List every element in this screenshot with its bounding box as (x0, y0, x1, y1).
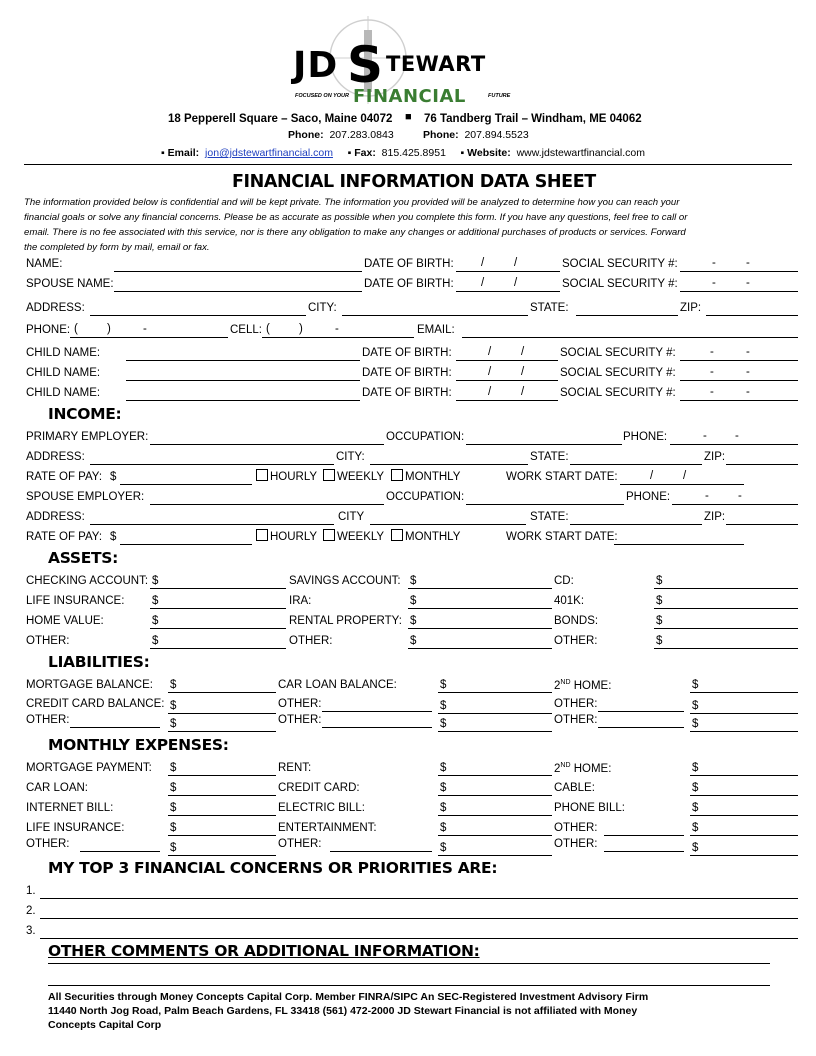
asset-field[interactable] (654, 608, 798, 609)
slash: / (514, 257, 518, 269)
dollar-sign: $ (170, 822, 177, 834)
spouse-dob-label: DATE OF BIRTH: (364, 278, 454, 290)
dollar-sign: $ (440, 822, 447, 834)
spouse-employer-city-field[interactable] (370, 524, 526, 525)
phone-label: PHONE: (26, 324, 71, 336)
asset-label: CHECKING ACCOUNT: (26, 575, 149, 587)
logo-s: S (347, 36, 384, 94)
child-name-field[interactable] (126, 380, 360, 381)
car-loan-balance-field[interactable] (438, 692, 552, 693)
asset-field[interactable] (408, 648, 552, 649)
asset-field[interactable] (150, 608, 286, 609)
asset-label: OTHER: (554, 635, 598, 647)
dollar-sign: $ (656, 615, 663, 627)
dollar-sign: $ (170, 718, 177, 730)
dollar-sign: $ (152, 615, 159, 627)
expense-field[interactable] (438, 855, 552, 856)
liability-other-label: OTHER: (554, 714, 598, 726)
liability-other-field[interactable] (690, 713, 798, 714)
primary-employer-field[interactable] (150, 444, 384, 445)
comments-heading: OTHER COMMENTS OR ADDITIONAL INFORMATION: (48, 942, 480, 960)
cell-field[interactable] (262, 337, 414, 338)
dash: - (143, 323, 147, 335)
child-ssn-label: SOCIAL SECURITY #: (560, 347, 676, 359)
employer-phone-field[interactable] (670, 444, 798, 445)
dash: - (746, 257, 750, 269)
monthly-checkbox[interactable] (391, 529, 403, 541)
asset-field[interactable] (654, 628, 798, 629)
dollar-sign: $ (410, 595, 417, 607)
mortgage-balance-label: MORTGAGE BALANCE: (26, 679, 153, 691)
spouse-rate-of-pay-field[interactable] (120, 544, 252, 545)
company-logo (290, 12, 530, 110)
dash: - (710, 346, 714, 358)
income-heading: INCOME: (48, 405, 122, 423)
spouse-employer-zip-label: ZIP: (704, 511, 726, 523)
child-name-label: CHILD NAME: (26, 387, 101, 399)
monthly-option[interactable]: MONTHLY (391, 469, 460, 483)
footer-rule (48, 985, 770, 986)
dollar-sign: $ (440, 679, 447, 691)
child-name-label: CHILD NAME: (26, 367, 101, 379)
spouse-phone-label: PHONE: (626, 491, 671, 503)
expense-label: PHONE BILL: (554, 802, 625, 814)
slash: / (650, 470, 654, 482)
dollar-sign: $ (440, 842, 447, 854)
expense-label: ENTERTAINMENT: (278, 822, 377, 834)
logo-tewart: TEWART (386, 52, 486, 76)
dollar-sign: $ (692, 822, 699, 834)
dollar-sign: $ (440, 700, 447, 712)
dollar-sign: $ (110, 531, 117, 543)
dollar-sign: $ (152, 595, 159, 607)
dollar-sign: $ (692, 782, 699, 794)
dob-field[interactable] (456, 271, 560, 272)
concern-field-2[interactable] (40, 918, 798, 919)
asset-label: CD: (554, 575, 574, 587)
concern-number: 3. (26, 925, 36, 937)
hourly-option[interactable]: HOURLY (256, 469, 317, 483)
concern-number: 2. (26, 905, 36, 917)
expense-other-name-field[interactable] (330, 851, 432, 852)
dollar-sign: $ (440, 718, 447, 730)
expense-field[interactable] (438, 835, 552, 836)
dollar-sign: $ (692, 679, 699, 691)
zip-label: ZIP: (680, 302, 702, 314)
spouse-work-start-label: WORK START DATE: (506, 531, 618, 543)
dollar-sign: $ (692, 718, 699, 730)
expense-field[interactable] (168, 815, 276, 816)
spouse-name-field[interactable] (114, 291, 362, 292)
liability-other-label: OTHER: (26, 714, 70, 726)
liability-other-field[interactable] (168, 731, 276, 732)
address-saco: 18 Pepperell Square – Saco, Maine 04072 (168, 113, 393, 125)
liability-other-name-field[interactable] (70, 727, 160, 728)
expense-label: RENT: (278, 762, 312, 774)
asset-field[interactable] (408, 608, 552, 609)
assets-heading: ASSETS: (48, 549, 119, 567)
child-dob-label: DATE OF BIRTH: (362, 387, 452, 399)
dob-label: DATE OF BIRTH: (364, 258, 454, 270)
dollar-sign: $ (170, 842, 177, 854)
city-field[interactable] (342, 315, 528, 316)
liability-other-name-field[interactable] (598, 711, 684, 712)
liabilities-heading: LIABILITIES: (48, 653, 150, 671)
expense-field[interactable] (690, 775, 798, 776)
dash: - (710, 366, 714, 378)
dash: - (335, 323, 339, 335)
expense-label: INTERNET BILL: (26, 802, 114, 814)
expense-label: OTHER: (278, 838, 322, 850)
expense-field[interactable] (438, 775, 552, 776)
occupation-field[interactable] (466, 444, 622, 445)
email-label: EMAIL: (417, 324, 455, 336)
dollar-sign: $ (110, 471, 117, 483)
concern-field-3[interactable] (40, 938, 798, 939)
car-loan-balance-label: CAR LOAN BALANCE: (278, 679, 397, 691)
spouse-name-label: SPOUSE NAME: (26, 278, 114, 290)
expense-field[interactable] (168, 795, 276, 796)
slash: / (521, 386, 525, 398)
employer-city-field[interactable] (370, 464, 528, 465)
dollar-sign: $ (656, 575, 663, 587)
expense-field[interactable] (168, 775, 276, 776)
work-start-label: WORK START DATE: (506, 471, 618, 483)
dollar-sign: $ (410, 635, 417, 647)
employer-phone-label: PHONE: (623, 431, 668, 443)
concern-number: 1. (26, 885, 36, 897)
header-rule (24, 164, 792, 165)
child-ssn-field[interactable] (680, 400, 798, 401)
spouse-weekly-option[interactable]: WEEKLY (323, 529, 384, 543)
child-dob-field[interactable] (456, 360, 558, 361)
dollar-sign: $ (170, 762, 177, 774)
dash: - (735, 430, 739, 442)
spouse-employer-field[interactable] (150, 504, 384, 505)
asset-field[interactable] (408, 628, 552, 629)
dash: - (746, 346, 750, 358)
dash: - (738, 490, 742, 502)
dollar-sign: $ (410, 575, 417, 587)
comments-field[interactable] (48, 963, 770, 964)
slash: / (488, 386, 492, 398)
dollar-sign: $ (170, 802, 177, 814)
dollar-sign: $ (440, 762, 447, 774)
dollar-sign: $ (170, 679, 177, 691)
monthly-checkbox[interactable] (391, 469, 403, 481)
phone-windham: Phone: 207.894.5523 (423, 129, 529, 141)
spouse-ssn-field[interactable] (680, 291, 798, 292)
spouse-ssn-label: SOCIAL SECURITY #: (562, 278, 678, 290)
asset-field[interactable] (150, 588, 286, 589)
child-dob-field[interactable] (456, 380, 558, 381)
child-ssn-label: SOCIAL SECURITY #: (560, 387, 676, 399)
dollar-sign: $ (656, 595, 663, 607)
mortgage-balance-field[interactable] (168, 692, 276, 693)
email-field[interactable] (462, 337, 798, 338)
expense-label: LIFE INSURANCE: (26, 822, 125, 834)
asset-field[interactable] (654, 648, 798, 649)
logo-tag-right: FUTURE (488, 93, 511, 99)
employer-state-field[interactable] (570, 464, 702, 465)
employer-zip-field[interactable] (726, 464, 798, 465)
ssn-label: SOCIAL SECURITY #: (562, 258, 678, 270)
child-name-field[interactable] (126, 360, 360, 361)
second-home-label: 2ND HOME: (554, 679, 612, 692)
city-label: CITY: (308, 302, 337, 314)
expense-label: CABLE: (554, 782, 595, 794)
spouse-occupation-label: OCCUPATION: (386, 491, 465, 503)
slash: / (481, 257, 485, 269)
asset-field[interactable] (150, 628, 286, 629)
child-ssn-field[interactable] (680, 360, 798, 361)
dollar-sign: $ (692, 762, 699, 774)
slash: / (521, 346, 525, 358)
dash: - (703, 430, 707, 442)
paren: ) (299, 323, 303, 335)
hourly-checkbox[interactable] (256, 469, 268, 481)
expense-field[interactable] (438, 795, 552, 796)
dash: - (746, 277, 750, 289)
employer-city-label: CITY: (336, 451, 365, 463)
expense-field[interactable] (690, 835, 798, 836)
concern-field-1[interactable] (40, 898, 798, 899)
expense-label: MORTGAGE PAYMENT: (26, 762, 152, 774)
weekly-checkbox[interactable] (323, 469, 335, 481)
liability-other-name-field[interactable] (322, 711, 432, 712)
expense-other-name-field[interactable] (604, 835, 684, 836)
email-link[interactable]: jon@jdstewartfinancial.com (205, 147, 333, 159)
cell-label: CELL: (230, 324, 262, 336)
name-label: NAME: (26, 258, 63, 270)
asset-field[interactable] (654, 588, 798, 589)
spouse-employer-zip-field[interactable] (726, 524, 798, 525)
paren: ( (74, 323, 78, 335)
expense-label: OTHER: (554, 838, 598, 850)
liability-other-field[interactable] (690, 731, 798, 732)
credit-card-balance-label: CREDIT CARD BALANCE: (26, 698, 165, 710)
expense-label: CREDIT CARD: (278, 782, 360, 794)
child-name-label: CHILD NAME: (26, 347, 101, 359)
logo-jd: JD (293, 45, 339, 86)
ssn-field[interactable] (680, 271, 798, 272)
dash: - (712, 277, 716, 289)
dollar-sign: $ (440, 782, 447, 794)
zip-field[interactable] (706, 315, 798, 316)
employer-state-label: STATE: (530, 451, 569, 463)
expense-field[interactable] (168, 855, 276, 856)
liability-other-field[interactable] (438, 713, 552, 714)
spouse-work-start-field[interactable] (614, 544, 744, 545)
expense-label: CAR LOAN: (26, 782, 88, 794)
spouse-occupation-field[interactable] (466, 504, 624, 505)
paren: ) (107, 323, 111, 335)
rate-of-pay-label: RATE OF PAY: (26, 471, 103, 483)
dash: - (705, 490, 709, 502)
occupation-label: OCCUPATION: (386, 431, 465, 443)
spouse-rate-of-pay-label: RATE OF PAY: (26, 531, 103, 543)
expense-other-name-field[interactable] (604, 851, 684, 852)
expense-label: OTHER: (554, 822, 598, 834)
dollar-sign: $ (656, 635, 663, 647)
weekly-checkbox[interactable] (323, 529, 335, 541)
footer-disclaimer: All Securities through Money Concepts Capital Corp. Member FINRA/SIPC An SEC-Registered Investment Advisory Firm 11440 North Jog Road, Palm Beach Gardens, FL 33418 (561) 472-2000 JD Stewart Financial is not affiliated with Money Concepts Capital Corp (48, 991, 649, 1031)
slash: / (521, 366, 525, 378)
slash: / (488, 366, 492, 378)
dash: - (746, 386, 750, 398)
intro-paragraph: The information provided below is confidential and will be kept private. The information you provided will be analyzed to determine how you can reach your financial goals or solve any financial concerns. Please be as accurate as possible when you complete this form. If you have any questions, feel free to call or email. There is no fee associated with this service, nor is there any obligation to make any changes or additional purchases of products or services. Forward the completed by form by mail, email or fax. (24, 197, 688, 253)
dash: - (712, 257, 716, 269)
spouse-phone-field[interactable] (672, 504, 798, 505)
dash: - (746, 366, 750, 378)
address-windham: 76 Tandberg Trail – Windham, ME 04062 (424, 113, 642, 125)
expense-field[interactable] (690, 815, 798, 816)
hourly-checkbox[interactable] (256, 529, 268, 541)
slash: / (683, 470, 687, 482)
address-label: ADDRESS: (26, 302, 85, 314)
second-home-field[interactable] (690, 692, 798, 693)
expense-other-name-field[interactable] (80, 851, 160, 852)
child-ssn-field[interactable] (680, 380, 798, 381)
state-field[interactable] (576, 315, 678, 316)
spouse-employer-state-field[interactable] (570, 524, 702, 525)
liability-other-name-field[interactable] (598, 727, 684, 728)
expense-label: ELECTRIC BILL: (278, 802, 365, 814)
asset-label: RENTAL PROPERTY: (289, 615, 402, 627)
logo-financial: FINANCIAL (353, 86, 466, 107)
asset-label: 401K: (554, 595, 585, 607)
asset-label: OTHER: (26, 635, 70, 647)
spouse-employer-state-label: STATE: (530, 511, 569, 523)
expense-field[interactable] (690, 855, 798, 856)
employer-address-field[interactable] (90, 464, 334, 465)
phone-field[interactable] (70, 337, 228, 338)
liability-other-label: OTHER: (554, 698, 598, 710)
contact-line: ▪ Email: jon@jdstewartfinancial.com ▪ Fax: 815.425.8951 ▪ Website: www.jdstewartfinancial.com (161, 147, 645, 159)
dollar-sign: $ (692, 802, 699, 814)
child-dob-field[interactable] (456, 400, 558, 401)
dollar-sign: $ (440, 802, 447, 814)
liability-other-name-field[interactable] (322, 727, 432, 728)
child-dob-label: DATE OF BIRTH: (362, 347, 452, 359)
employer-address-label: ADDRESS: (26, 451, 85, 463)
child-ssn-label: SOCIAL SECURITY #: (560, 367, 676, 379)
child-dob-label: DATE OF BIRTH: (362, 367, 452, 379)
slash: / (514, 277, 518, 289)
expense-field[interactable] (168, 835, 276, 836)
spouse-hourly-option[interactable]: HOURLY (256, 529, 317, 543)
asset-field[interactable] (408, 588, 552, 589)
expense-second-home-label: 2ND HOME: (554, 762, 612, 775)
paren: ( (266, 323, 270, 335)
dollar-sign: $ (152, 635, 159, 647)
liability-other-label: OTHER: (278, 698, 322, 710)
credit-card-balance-field[interactable] (168, 713, 276, 714)
page-title: FINANCIAL INFORMATION DATA SHEET (232, 172, 596, 192)
expense-field[interactable] (690, 795, 798, 796)
spouse-dob-field[interactable] (456, 291, 560, 292)
dollar-sign: $ (692, 700, 699, 712)
spouse-employer-address-label: ADDRESS: (26, 511, 85, 523)
dollar-sign: $ (410, 615, 417, 627)
asset-label: BONDS: (554, 615, 599, 627)
monthly-expenses-heading: MONTHLY EXPENSES: (48, 736, 229, 754)
weekly-option[interactable]: WEEKLY (323, 469, 384, 483)
dollar-sign: $ (170, 782, 177, 794)
square-bullet: ■ (405, 111, 412, 123)
dollar-sign: $ (152, 575, 159, 587)
website-link[interactable]: www.jdstewartfinancial.com (516, 147, 645, 159)
name-field[interactable] (114, 271, 362, 272)
spouse-monthly-option[interactable]: MONTHLY (391, 529, 460, 543)
logo-tag-left: FOCUSED ON YOUR (295, 93, 349, 99)
expense-label: OTHER: (26, 838, 70, 850)
spouse-employer-label: SPOUSE EMPLOYER: (26, 491, 145, 503)
liability-other-field[interactable] (438, 731, 552, 732)
concerns-heading: MY TOP 3 FINANCIAL CONCERNS OR PRIORITIES ARE: (48, 859, 498, 877)
asset-field[interactable] (150, 648, 286, 649)
state-label: STATE: (530, 302, 569, 314)
asset-label: LIFE INSURANCE: (26, 595, 125, 607)
child-name-field[interactable] (126, 400, 360, 401)
employer-zip-label: ZIP: (704, 451, 726, 463)
liability-other-label: OTHER: (278, 714, 322, 726)
dollar-sign: $ (692, 842, 699, 854)
work-start-field[interactable] (620, 484, 744, 485)
expense-field[interactable] (438, 815, 552, 816)
spouse-employer-city-label: CITY (338, 511, 365, 523)
slash: / (488, 346, 492, 358)
phone-saco: Phone: 207.283.0843 (288, 129, 394, 141)
slash: / (481, 277, 485, 289)
asset-label: SAVINGS ACCOUNT: (289, 575, 401, 587)
asset-label: IRA: (289, 595, 312, 607)
primary-employer-label: PRIMARY EMPLOYER: (26, 431, 149, 443)
asset-label: HOME VALUE: (26, 615, 104, 627)
dash: - (710, 386, 714, 398)
rate-of-pay-field[interactable] (120, 484, 252, 485)
spouse-employer-address-field[interactable] (90, 524, 334, 525)
dollar-sign: $ (170, 700, 177, 712)
asset-label: OTHER: (289, 635, 333, 647)
address-field[interactable] (90, 315, 306, 316)
